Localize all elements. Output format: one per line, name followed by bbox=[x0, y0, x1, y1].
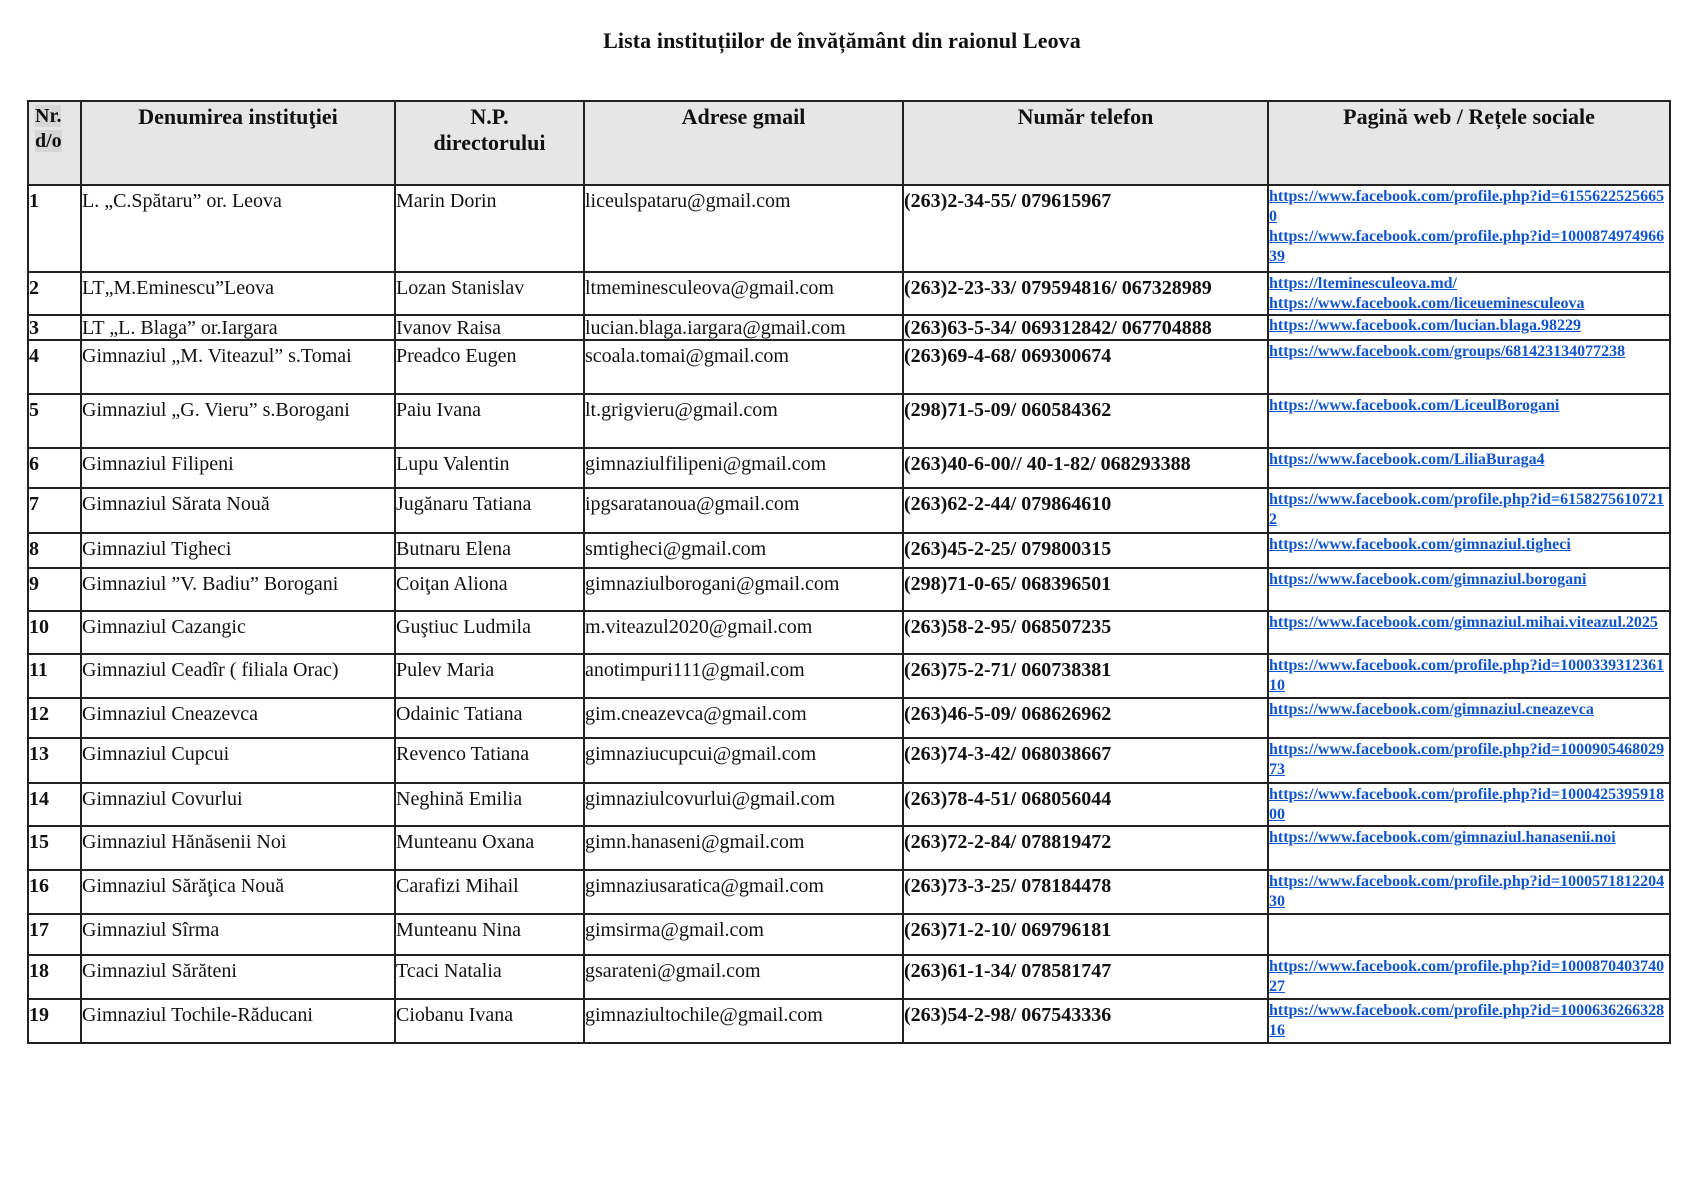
web-link[interactable]: https://www.facebook.com/profile.php?id=100087497496639 bbox=[1269, 228, 1665, 265]
document-title: Lista instituțiilor de învățământ din raionul Leova bbox=[603, 28, 1081, 53]
table-row bbox=[28, 315, 1670, 340]
header-nr-line1: Nr. bbox=[35, 105, 62, 127]
web-link[interactable]: https://www.facebook.com/LiliaBuraga4 bbox=[1269, 451, 1545, 468]
phone-number: (263)74-3-42/ 068038667 bbox=[903, 738, 1268, 783]
web-links-cell bbox=[1268, 394, 1670, 448]
institution-name: Gimnaziul ”V. Badiu” Borogani bbox=[81, 568, 395, 611]
table-row bbox=[28, 826, 1670, 870]
email-address: gimnaziulcovurlui@gmail.com bbox=[584, 783, 903, 826]
phone-number: (263)73-3-25/ 078184478 bbox=[903, 870, 1268, 914]
row-number: 5 bbox=[28, 394, 81, 448]
row-number: 4 bbox=[28, 340, 81, 394]
header-director-line1: N.P. bbox=[470, 104, 509, 129]
phone-number: (263)58-2-95/ 068507235 bbox=[903, 611, 1268, 654]
email-address: ltmeminesculeova@gmail.com bbox=[584, 272, 903, 315]
director-name: Revenco Tatiana bbox=[395, 738, 584, 783]
director-name: Lupu Valentin bbox=[395, 448, 584, 488]
table-row bbox=[28, 654, 1670, 698]
email-address: smtigheci@gmail.com bbox=[584, 533, 903, 568]
web-link[interactable]: https://www.facebook.com/groups/681423134077238 bbox=[1269, 343, 1626, 360]
director-name: Munteanu Nina bbox=[395, 914, 584, 955]
header-web: Pagină web / Rețele sociale bbox=[1268, 101, 1670, 185]
row-number: 12 bbox=[28, 698, 81, 738]
web-link[interactable]: https://www.facebook.com/profile.php?id=61556225256650 bbox=[1269, 188, 1665, 225]
web-link[interactable]: https://www.facebook.com/LiceulBorogani bbox=[1269, 397, 1560, 414]
header-email: Adrese gmail bbox=[584, 101, 903, 185]
web-link[interactable]: https://www.facebook.com/gimnaziul.tigheci bbox=[1269, 536, 1571, 553]
header-phone: Număr telefon bbox=[903, 101, 1268, 185]
header-director-line2: directorului bbox=[433, 130, 546, 155]
director-name: Marin Dorin bbox=[395, 185, 584, 272]
table-row bbox=[28, 955, 1670, 999]
table-row bbox=[28, 568, 1670, 611]
web-links-cell bbox=[1268, 783, 1670, 826]
web-links-cell bbox=[1268, 611, 1670, 654]
row-number: 9 bbox=[28, 568, 81, 611]
web-link[interactable]: https://www.facebook.com/profile.php?id=100057181220430 bbox=[1269, 873, 1665, 910]
web-links-cell bbox=[1268, 870, 1670, 914]
web-links-cell bbox=[1268, 488, 1670, 533]
phone-number: (263)62-2-44/ 079864610 bbox=[903, 488, 1268, 533]
table-row bbox=[28, 783, 1670, 826]
table-row bbox=[28, 340, 1670, 394]
row-number: 16 bbox=[28, 870, 81, 914]
web-link[interactable]: https://lteminesculeova.md/ bbox=[1269, 275, 1457, 292]
header-nr-line2: d/o bbox=[35, 130, 62, 152]
institution-name: Gimnaziul Cazangic bbox=[81, 611, 395, 654]
director-name: Tcaci Natalia bbox=[395, 955, 584, 999]
web-link[interactable]: https://www.facebook.com/profile.php?id=100090546802973 bbox=[1269, 741, 1665, 778]
phone-number: (263)72-2-84/ 078819472 bbox=[903, 826, 1268, 870]
email-address: gimnaziulfilipeni@gmail.com bbox=[584, 448, 903, 488]
phone-number: (263)46-5-09/ 068626962 bbox=[903, 698, 1268, 738]
web-links-cell bbox=[1268, 448, 1670, 488]
row-number: 2 bbox=[28, 272, 81, 315]
table-row bbox=[28, 488, 1670, 533]
web-link[interactable]: https://www.facebook.com/gimnaziul.cneazevca bbox=[1269, 701, 1594, 718]
email-address: gimnaziultochile@gmail.com bbox=[584, 999, 903, 1043]
phone-number: (298)71-0-65/ 068396501 bbox=[903, 568, 1268, 611]
director-name: Paiu Ivana bbox=[395, 394, 584, 448]
phone-number: (298)71-5-09/ 060584362 bbox=[903, 394, 1268, 448]
phone-number: (263)69-4-68/ 069300674 bbox=[903, 340, 1268, 394]
row-number: 1 bbox=[28, 185, 81, 272]
header-director bbox=[395, 101, 584, 185]
table-row bbox=[28, 914, 1670, 955]
table-row bbox=[28, 185, 1670, 272]
web-links-cell bbox=[1268, 999, 1670, 1043]
director-name: Butnaru Elena bbox=[395, 533, 584, 568]
web-links-cell bbox=[1268, 315, 1670, 340]
phone-number: (263)63-5-34/ 069312842/ 067704888 bbox=[903, 315, 1268, 340]
row-number: 8 bbox=[28, 533, 81, 568]
phone-number: (263)2-34-55/ 079615967 bbox=[903, 185, 1268, 272]
table-row bbox=[28, 448, 1670, 488]
web-link[interactable]: https://www.facebook.com/profile.php?id=100087040374027 bbox=[1269, 958, 1665, 995]
phone-number: (263)45-2-25/ 079800315 bbox=[903, 533, 1268, 568]
director-name: Guştiuc Ludmila bbox=[395, 611, 584, 654]
director-name: Munteanu Oxana bbox=[395, 826, 584, 870]
institution-name: Gimnaziul Filipeni bbox=[81, 448, 395, 488]
director-name: Jugănaru Tatiana bbox=[395, 488, 584, 533]
table-row bbox=[28, 611, 1670, 654]
row-number: 14 bbox=[28, 783, 81, 826]
institution-name: Gimnaziul Hănăsenii Noi bbox=[81, 826, 395, 870]
row-number: 19 bbox=[28, 999, 81, 1043]
web-link[interactable]: https://www.facebook.com/profile.php?id=100033931236110 bbox=[1269, 657, 1665, 694]
row-number: 15 bbox=[28, 826, 81, 870]
web-link[interactable]: https://www.facebook.com/profile.php?id=100063626632816 bbox=[1269, 1002, 1665, 1039]
institution-name: Gimnaziul Ceadîr ( filiala Orac) bbox=[81, 654, 395, 698]
email-address: ipgsaratanoua@gmail.com bbox=[584, 488, 903, 533]
web-links-cell bbox=[1268, 826, 1670, 870]
email-address: gsarateni@gmail.com bbox=[584, 955, 903, 999]
email-address: liceulspataru@gmail.com bbox=[584, 185, 903, 272]
institution-name: Gimnaziul Tigheci bbox=[81, 533, 395, 568]
web-links-cell bbox=[1268, 272, 1670, 315]
web-link[interactable]: https://www.facebook.com/lucian.blaga.98229 bbox=[1269, 317, 1582, 334]
institutions-table bbox=[27, 100, 1671, 1044]
web-links-cell bbox=[1268, 738, 1670, 783]
header-nr bbox=[28, 101, 81, 185]
phone-number: (263)54-2-98/ 067543336 bbox=[903, 999, 1268, 1043]
institution-name: Gimnaziul Sărata Nouă bbox=[81, 488, 395, 533]
email-address: anotimpuri111@gmail.com bbox=[584, 654, 903, 698]
web-links-cell bbox=[1268, 698, 1670, 738]
institution-name: Gimnaziul Cneazevca bbox=[81, 698, 395, 738]
institution-name: Gimnaziul „M. Viteazul” s.Tomai bbox=[81, 340, 395, 394]
director-name: Preadco Eugen bbox=[395, 340, 584, 394]
web-links-cell bbox=[1268, 185, 1670, 272]
web-link[interactable]: https://www.facebook.com/gimnaziul.hanasenii.noi bbox=[1269, 829, 1616, 846]
institution-name: LT„M.Eminescu”Leova bbox=[81, 272, 395, 315]
director-name: Neghină Emilia bbox=[395, 783, 584, 826]
email-address: lucian.blaga.iargara@gmail.com bbox=[584, 315, 903, 340]
phone-number: (263)71-2-10/ 069796181 bbox=[903, 914, 1268, 955]
row-number: 6 bbox=[28, 448, 81, 488]
header-name: Denumirea instituţiei bbox=[81, 101, 395, 185]
email-address: gimnaziusaratica@gmail.com bbox=[584, 870, 903, 914]
email-address: gimsirma@gmail.com bbox=[584, 914, 903, 955]
web-links-cell bbox=[1268, 955, 1670, 999]
row-number: 18 bbox=[28, 955, 81, 999]
web-links-cell bbox=[1268, 654, 1670, 698]
director-name: Ciobanu Ivana bbox=[395, 999, 584, 1043]
email-address: scoala.tomai@gmail.com bbox=[584, 340, 903, 394]
row-number: 11 bbox=[28, 654, 81, 698]
email-address: gimnaziulborogani@gmail.com bbox=[584, 568, 903, 611]
email-address: m.viteazul2020@gmail.com bbox=[584, 611, 903, 654]
director-name: Coiţan Aliona bbox=[395, 568, 584, 611]
table-row bbox=[28, 533, 1670, 568]
director-name: Ivanov Raisa bbox=[395, 315, 584, 340]
table-body bbox=[28, 185, 1670, 1043]
web-links-cell bbox=[1268, 914, 1670, 955]
web-links-cell bbox=[1268, 340, 1670, 394]
web-links-cell bbox=[1268, 568, 1670, 611]
web-link[interactable]: https://www.facebook.com/profile.php?id=61582756107212 bbox=[1269, 491, 1665, 528]
director-name: Lozan Stanislav bbox=[395, 272, 584, 315]
institution-name: Gimnaziul Tochile-Răducani bbox=[81, 999, 395, 1043]
email-address: gim.cneazevca@gmail.com bbox=[584, 698, 903, 738]
phone-number: (263)78-4-51/ 068056044 bbox=[903, 783, 1268, 826]
phone-number: (263)2-23-33/ 079594816/ 067328989 bbox=[903, 272, 1268, 315]
row-number: 17 bbox=[28, 914, 81, 955]
web-link[interactable]: https://www.facebook.com/liceueminesculeova bbox=[1269, 295, 1585, 312]
director-name: Pulev Maria bbox=[395, 654, 584, 698]
web-link[interactable]: https://www.facebook.com/gimnaziul.borogani bbox=[1269, 571, 1587, 588]
web-link[interactable]: https://www.facebook.com/gimnaziul.mihai.viteazul.2025 bbox=[1269, 614, 1658, 631]
email-address: gimnaziucupcui@gmail.com bbox=[584, 738, 903, 783]
table-header-row bbox=[28, 101, 1670, 185]
email-address: lt.grigvieru@gmail.com bbox=[584, 394, 903, 448]
table-row bbox=[28, 698, 1670, 738]
table-row bbox=[28, 272, 1670, 315]
phone-number: (263)61-1-34/ 078581747 bbox=[903, 955, 1268, 999]
director-name: Carafizi Mihail bbox=[395, 870, 584, 914]
phone-number: (263)75-2-71/ 060738381 bbox=[903, 654, 1268, 698]
row-number: 10 bbox=[28, 611, 81, 654]
web-links-cell bbox=[1268, 533, 1670, 568]
institution-name: Gimnaziul Covurlui bbox=[81, 783, 395, 826]
email-address: gimn.hanaseni@gmail.com bbox=[584, 826, 903, 870]
web-link[interactable]: https://www.facebook.com/profile.php?id=100042539591800 bbox=[1269, 786, 1665, 823]
institution-name: Gimnaziul Sărăţica Nouă bbox=[81, 870, 395, 914]
director-name: Odainic Tatiana bbox=[395, 698, 584, 738]
institution-name: LT „L. Blaga” or.Iargara bbox=[81, 315, 395, 340]
row-number: 3 bbox=[28, 315, 81, 340]
row-number: 13 bbox=[28, 738, 81, 783]
institution-name: Gimnaziul Cupcui bbox=[81, 738, 395, 783]
institution-name: Gimnaziul Sîrma bbox=[81, 914, 395, 955]
row-number: 7 bbox=[28, 488, 81, 533]
table-row bbox=[28, 870, 1670, 914]
institution-name: Gimnaziul „G. Vieru” s.Borogani bbox=[81, 394, 395, 448]
table-row bbox=[28, 999, 1670, 1043]
phone-number: (263)40-6-00// 40-1-82/ 068293388 bbox=[903, 448, 1268, 488]
institution-name: L. „C.Spătaru” or. Leova bbox=[81, 185, 395, 272]
table-row bbox=[28, 394, 1670, 448]
institution-name: Gimnaziul Sărăteni bbox=[81, 955, 395, 999]
table-row bbox=[28, 738, 1670, 783]
